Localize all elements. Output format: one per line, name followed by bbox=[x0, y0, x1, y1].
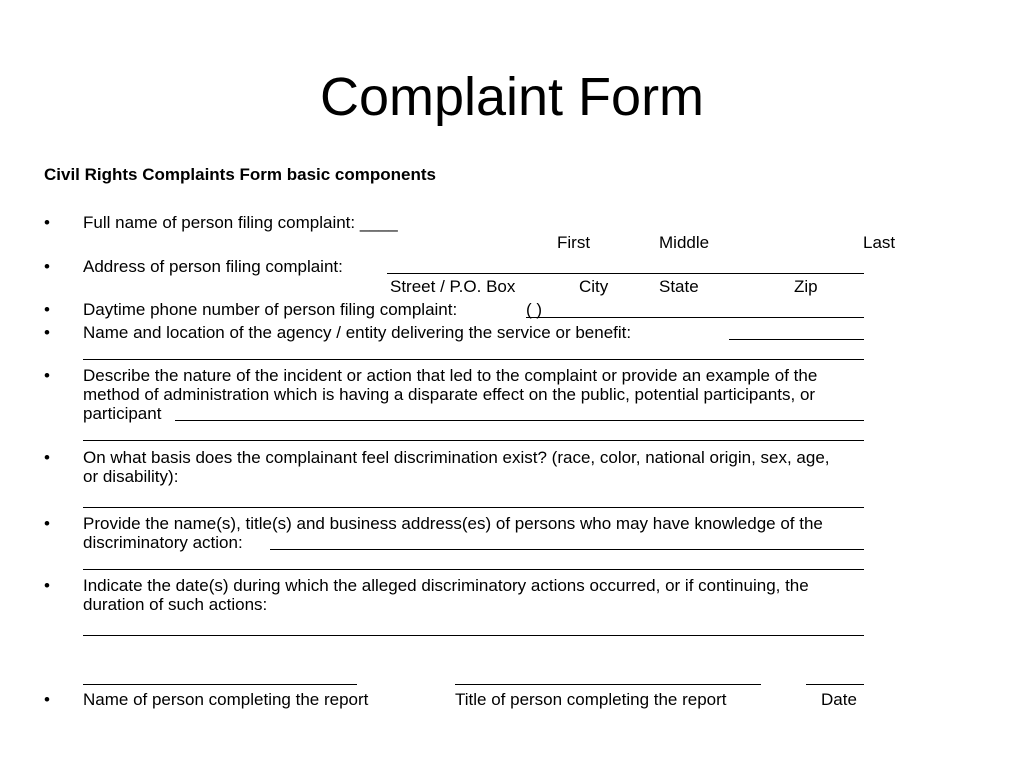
name-completing-label: Name of person completing the report bbox=[83, 690, 369, 709]
date-signature-line[interactable] bbox=[806, 684, 864, 685]
name-signature-line[interactable] bbox=[83, 684, 357, 685]
date-label: Date bbox=[821, 690, 857, 709]
witnesses-text-line-2: discriminatory action: bbox=[83, 533, 243, 552]
dates-text-line-2: duration of such actions: bbox=[83, 595, 268, 614]
address-city-label: City bbox=[579, 277, 609, 296]
bullet-marker: • bbox=[44, 690, 50, 709]
bullet-marker: • bbox=[44, 448, 50, 467]
basis-text-line-2: or disability): bbox=[83, 467, 179, 486]
dates-text-line-1: Indicate the date(s) during which the alleged discriminatory actions occurred, or if continuing, the bbox=[83, 576, 809, 595]
title-completing-label: Title of person completing the report bbox=[455, 690, 727, 709]
address-street-label: Street / P.O. Box bbox=[390, 277, 516, 296]
incident-text-line-2: method of administration which is having a disparate effect on the public, potential participants, or bbox=[83, 385, 816, 404]
witnesses-field-line[interactable] bbox=[270, 549, 864, 550]
form-subtitle: Civil Rights Complaints Form basic components bbox=[44, 165, 436, 184]
page-title: Complaint Form bbox=[319, 67, 705, 127]
bullet-marker: • bbox=[44, 576, 50, 595]
address-field-line[interactable] bbox=[387, 273, 864, 274]
agency-label: Name and location of the agency / entity delivering the service or benefit: bbox=[83, 323, 632, 342]
address-zip-label: Zip bbox=[794, 277, 818, 296]
witnesses-field-line-2[interactable] bbox=[83, 569, 864, 570]
title-signature-line[interactable] bbox=[455, 684, 761, 685]
basis-field-line[interactable] bbox=[83, 507, 864, 508]
bullet-marker: • bbox=[44, 323, 50, 342]
phone-label: Daytime phone number of person filing complaint: bbox=[83, 300, 458, 319]
bullet-marker: • bbox=[44, 366, 50, 385]
name-middle-label: Middle bbox=[659, 233, 710, 252]
address-state-label: State bbox=[659, 277, 699, 296]
bullet-marker: • bbox=[44, 213, 50, 232]
bullet-marker: • bbox=[44, 514, 50, 533]
phone-field-line[interactable] bbox=[526, 317, 864, 318]
bullet-marker: • bbox=[44, 300, 50, 319]
address-label: Address of person filing complaint: bbox=[83, 257, 343, 276]
phone-area-code: ( ) bbox=[526, 300, 543, 319]
bullet-marker: • bbox=[44, 257, 50, 276]
dates-field-line[interactable] bbox=[83, 635, 864, 636]
incident-text-line-3: participant bbox=[83, 404, 162, 423]
full-name-label: Full name of person filing complaint: ____ bbox=[83, 213, 398, 232]
basis-text-line-1: On what basis does the complainant feel discrimination exist? (race, color, national origin, sex, age, bbox=[83, 448, 830, 467]
agency-field-line-2[interactable] bbox=[83, 359, 864, 360]
incident-field-line-2[interactable] bbox=[83, 440, 864, 441]
incident-field-line[interactable] bbox=[175, 420, 864, 421]
name-first-label: First bbox=[557, 233, 591, 252]
incident-text-line-1: Describe the nature of the incident or action that led to the complaint or provide an example of the bbox=[83, 366, 818, 385]
agency-field-line[interactable] bbox=[729, 339, 864, 340]
name-last-label: Last bbox=[863, 233, 896, 252]
witnesses-text-line-1: Provide the name(s), title(s) and business address(es) of persons who may have knowledge of the bbox=[83, 514, 823, 533]
